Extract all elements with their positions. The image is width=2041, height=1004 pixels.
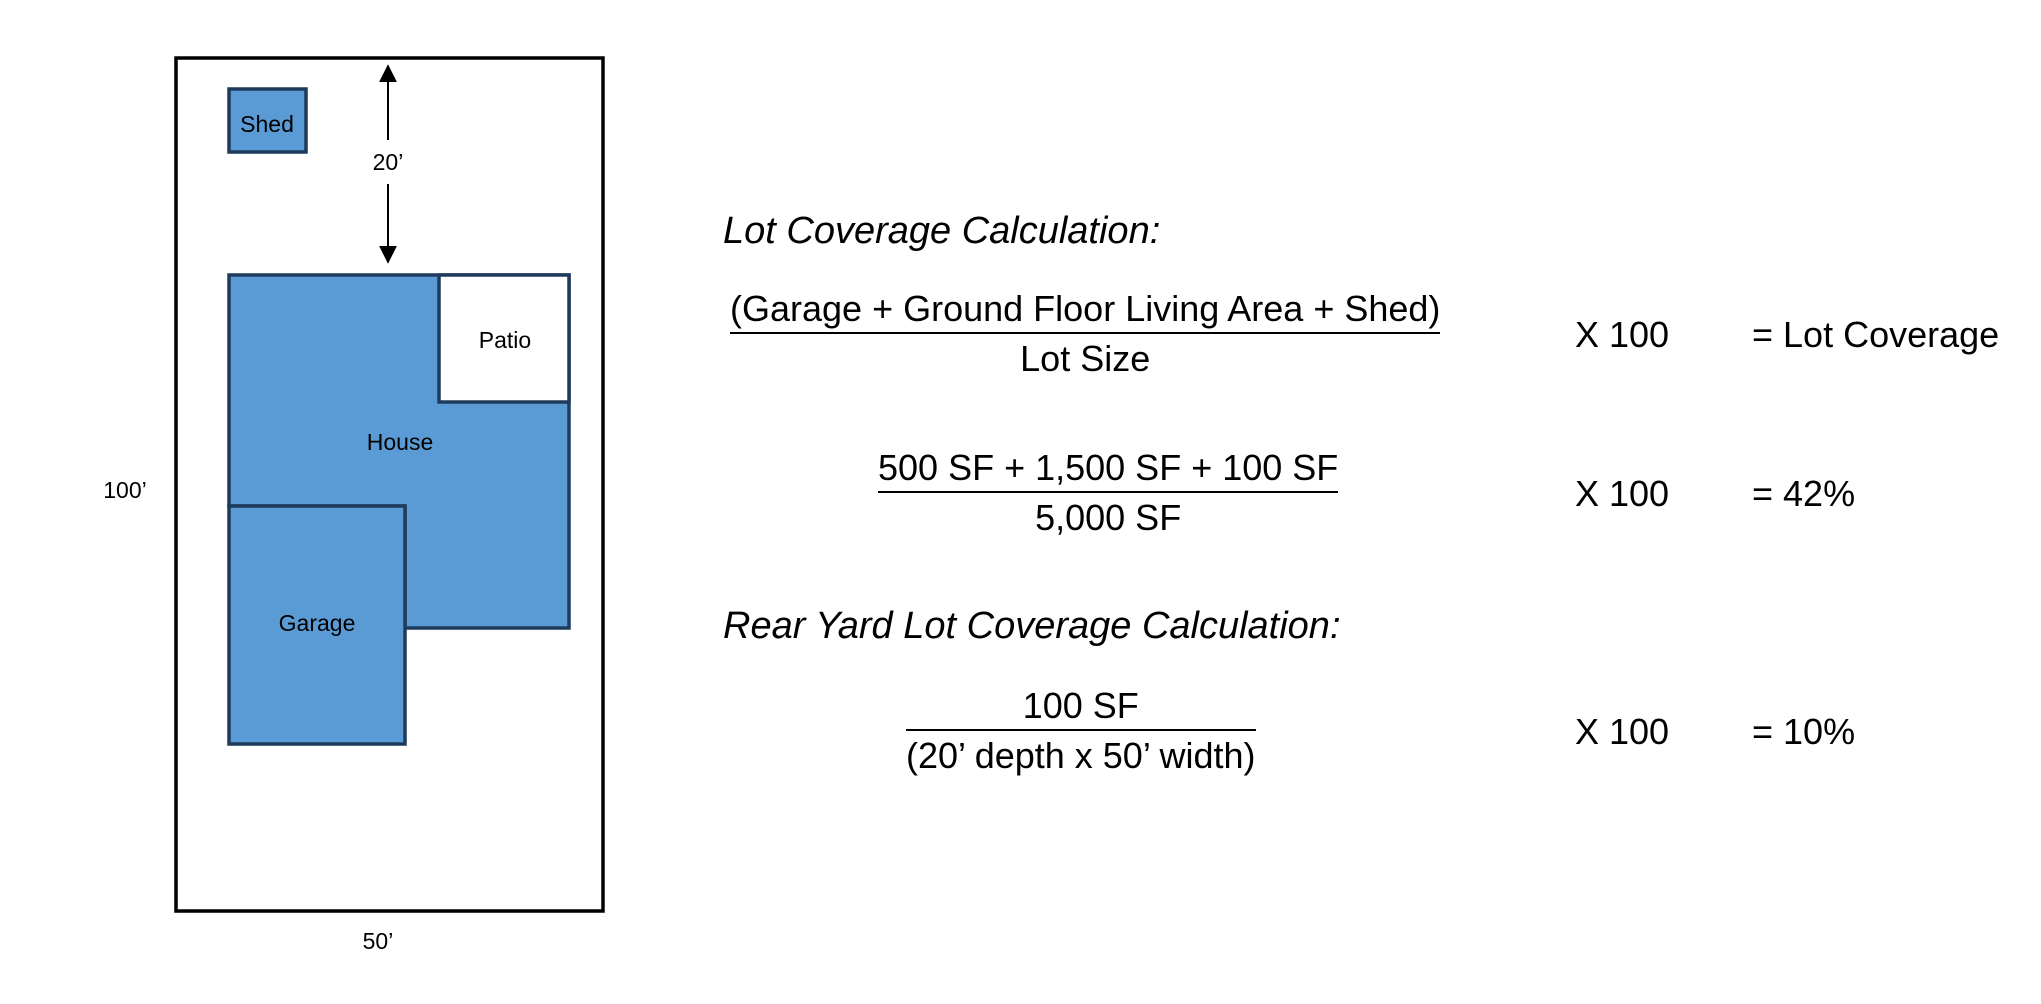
formula-numerator: (Garage + Ground Floor Living Area + Shed) [730,288,1441,329]
shed-label: Shed [240,111,294,137]
rear-yard-multiplier: X 100 [1575,711,1670,752]
example-numerator: 500 SF + 1,500 SF + 100 SF [878,447,1339,488]
setback-label: 20’ [372,149,404,175]
example-denominator: 5,000 SF [1035,497,1182,538]
formula-multiplier: X 100 [1575,314,1670,355]
formula-denominator: Lot Size [1020,338,1151,379]
house-label: House [366,429,434,455]
rear-yard-result: = 10% [1752,711,1856,752]
example-result: = 42% [1752,473,1856,514]
example-multiplier: X 100 [1575,473,1670,514]
rear-yard-numerator: 100 SF [1022,685,1139,726]
formula-result: = Lot Coverage [1752,314,2000,355]
lot-coverage-example-fraction [878,447,1338,539]
rear-yard-denominator: (20’ depth x 50’ width) [906,735,1256,776]
lot-coverage-formula-fraction [730,288,1440,380]
garage-label: Garage [278,610,356,636]
patio-label: Patio [478,327,532,353]
lot-depth-label: 100’ [103,477,147,503]
rear-yard-fraction [906,685,1256,777]
rear-yard-heading: Rear Yard Lot Coverage Calculation: [723,605,1341,647]
lot-width-label: 50’ [362,928,394,954]
lot-coverage-heading: Lot Coverage Calculation: [723,210,1161,252]
